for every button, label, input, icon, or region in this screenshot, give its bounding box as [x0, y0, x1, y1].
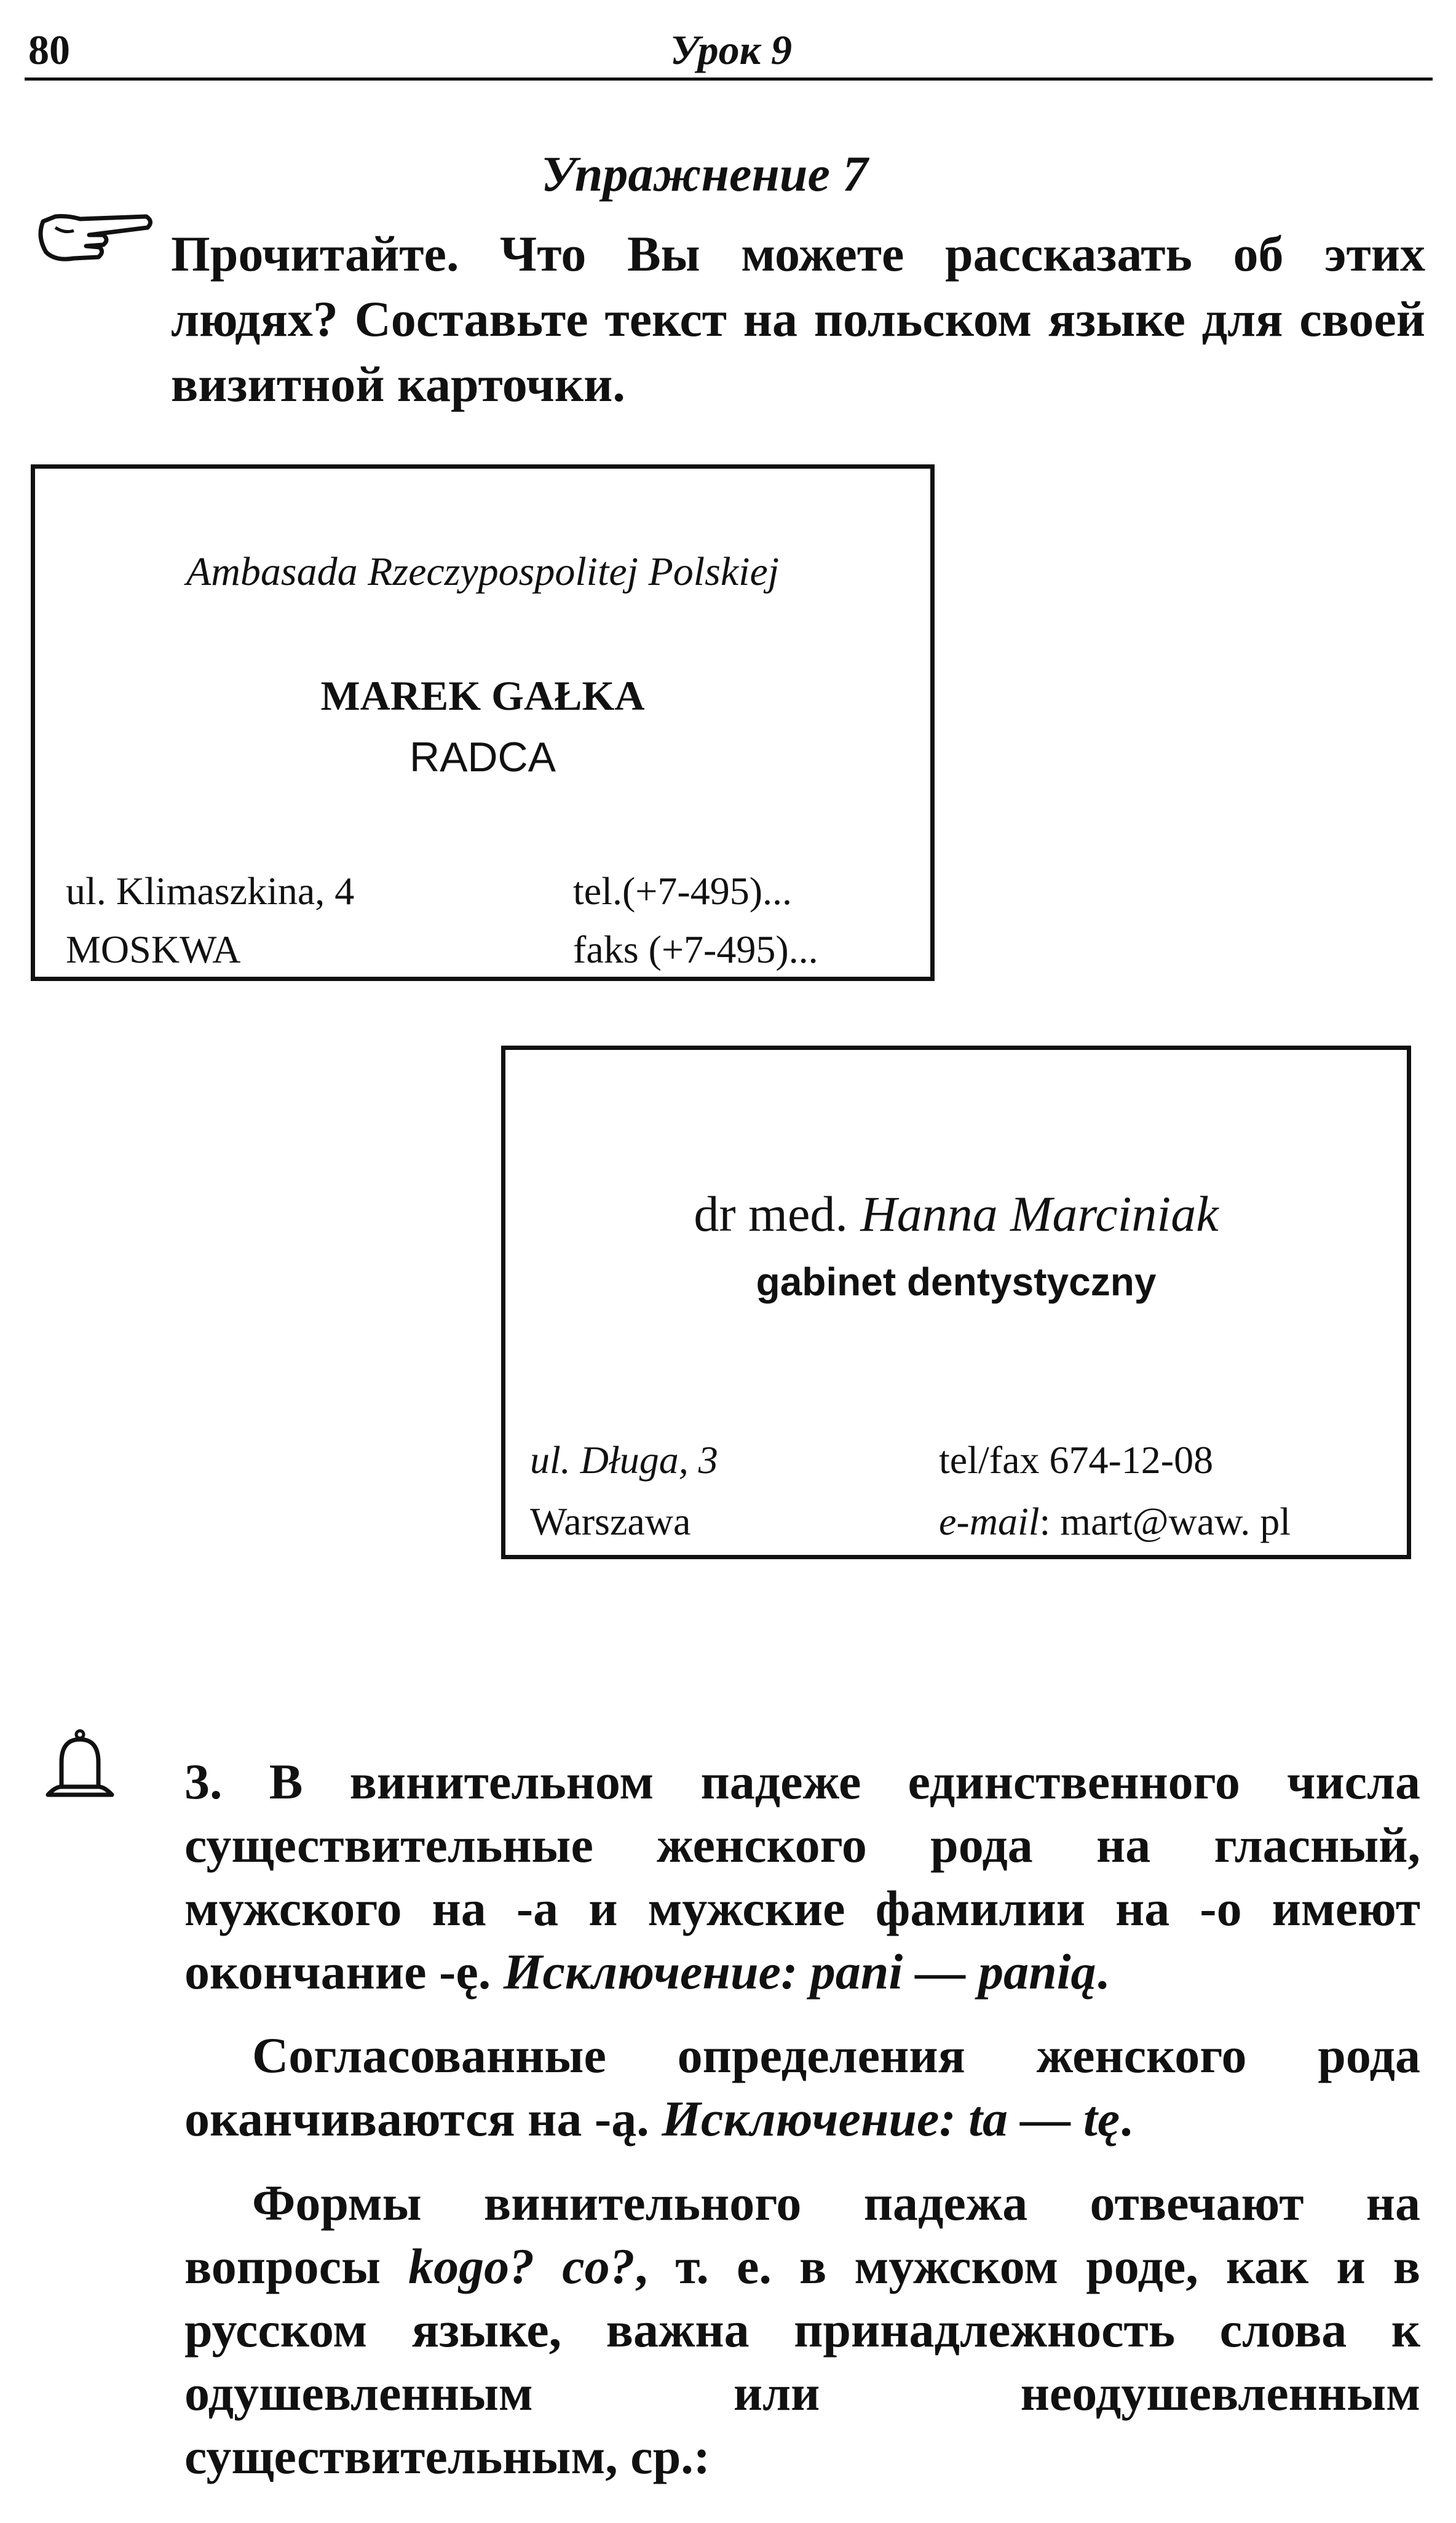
rule-punct: . — [636, 2091, 662, 2147]
exercise-instruction: Прочитайте. Что Вы можете рассказать об этих людях? Составьте текст на польском языке для своей визитной карточки. — [171, 226, 1425, 412]
card-phone-fax: tel/fax 674-12-08 — [939, 1438, 1214, 1482]
bell-icon — [43, 1728, 117, 1808]
rule-text: Согласованные определения женского рода оканчиваются на — [184, 2027, 1420, 2147]
card-street: ul. Klimaszkina, 4 — [66, 869, 355, 913]
card-title-prefix: dr med. — [694, 1186, 848, 1242]
rule-ending: -ę — [439, 1944, 478, 2000]
exercise-title: Упражнение 7 — [541, 146, 868, 202]
rule-text: существительные женского рода на гласный, мужского на -а и мужские фамилии на -о имеют окончание — [184, 1817, 1420, 2000]
rule-punct: . — [478, 1944, 504, 2000]
rule-punct: . — [1120, 2091, 1133, 2147]
rule-exception: pani — panią — [810, 1944, 1096, 2000]
page-number: 80 — [28, 26, 70, 73]
card-position: RADCA — [409, 734, 556, 781]
card-city: MOSKWA — [66, 928, 241, 971]
rule-exception: ta — tę — [968, 2091, 1120, 2147]
card-name-line — [505, 1185, 1407, 1243]
rule-ending: -ą — [594, 2091, 637, 2147]
card-name: MAREK GAŁKA — [320, 672, 645, 719]
card-email-value: : mart@waw. pl — [1039, 1500, 1291, 1543]
card-phone: tel.(+7-495)... — [573, 869, 792, 913]
rule-text: , т. е. в мужском роде, как и в русском языке, важна принадлежность слова к одушевленным или неодушевленным существительным, ср.: — [184, 2238, 1420, 2484]
rule-paragraph-1 — [184, 1750, 1420, 2003]
card-name: Hanna Marciniak — [860, 1186, 1219, 1242]
card-specialty: gabinet dentystyczny — [756, 1260, 1157, 1304]
rule-punct: . — [1096, 1944, 1109, 2000]
card-email-label: e-mail — [939, 1500, 1040, 1543]
rule-paragraph-2 — [184, 2024, 1420, 2150]
card-street: ul. Długa, 3 — [530, 1438, 718, 1482]
rule-text: Формы винительного падежа отвечают на вопросы — [184, 2175, 1420, 2294]
card-email — [939, 1499, 1291, 1544]
rule-exception-label: Исключение: — [662, 2091, 969, 2147]
running-title: Урок 9 — [670, 26, 793, 73]
pointing-hand-icon — [31, 203, 154, 271]
rule-paragraph-3 — [184, 2171, 1420, 2488]
rule-term: винительном падеже единственного числа — [349, 1754, 1420, 1810]
rule-number: 3. В — [184, 1754, 350, 1810]
page-header — [25, 22, 1433, 81]
card-institution: Ambasada Rzeczypospolitej Polskiej — [186, 549, 780, 594]
business-card-galka — [31, 464, 935, 981]
card-city: Warszawa — [530, 1500, 691, 1543]
card-fax: faks (+7-495)... — [573, 928, 818, 971]
rule-exception-label: Исключение: — [503, 1944, 810, 2000]
rule-questions: kogo? co? — [408, 2238, 635, 2294]
business-card-marciniak — [501, 1046, 1411, 1559]
